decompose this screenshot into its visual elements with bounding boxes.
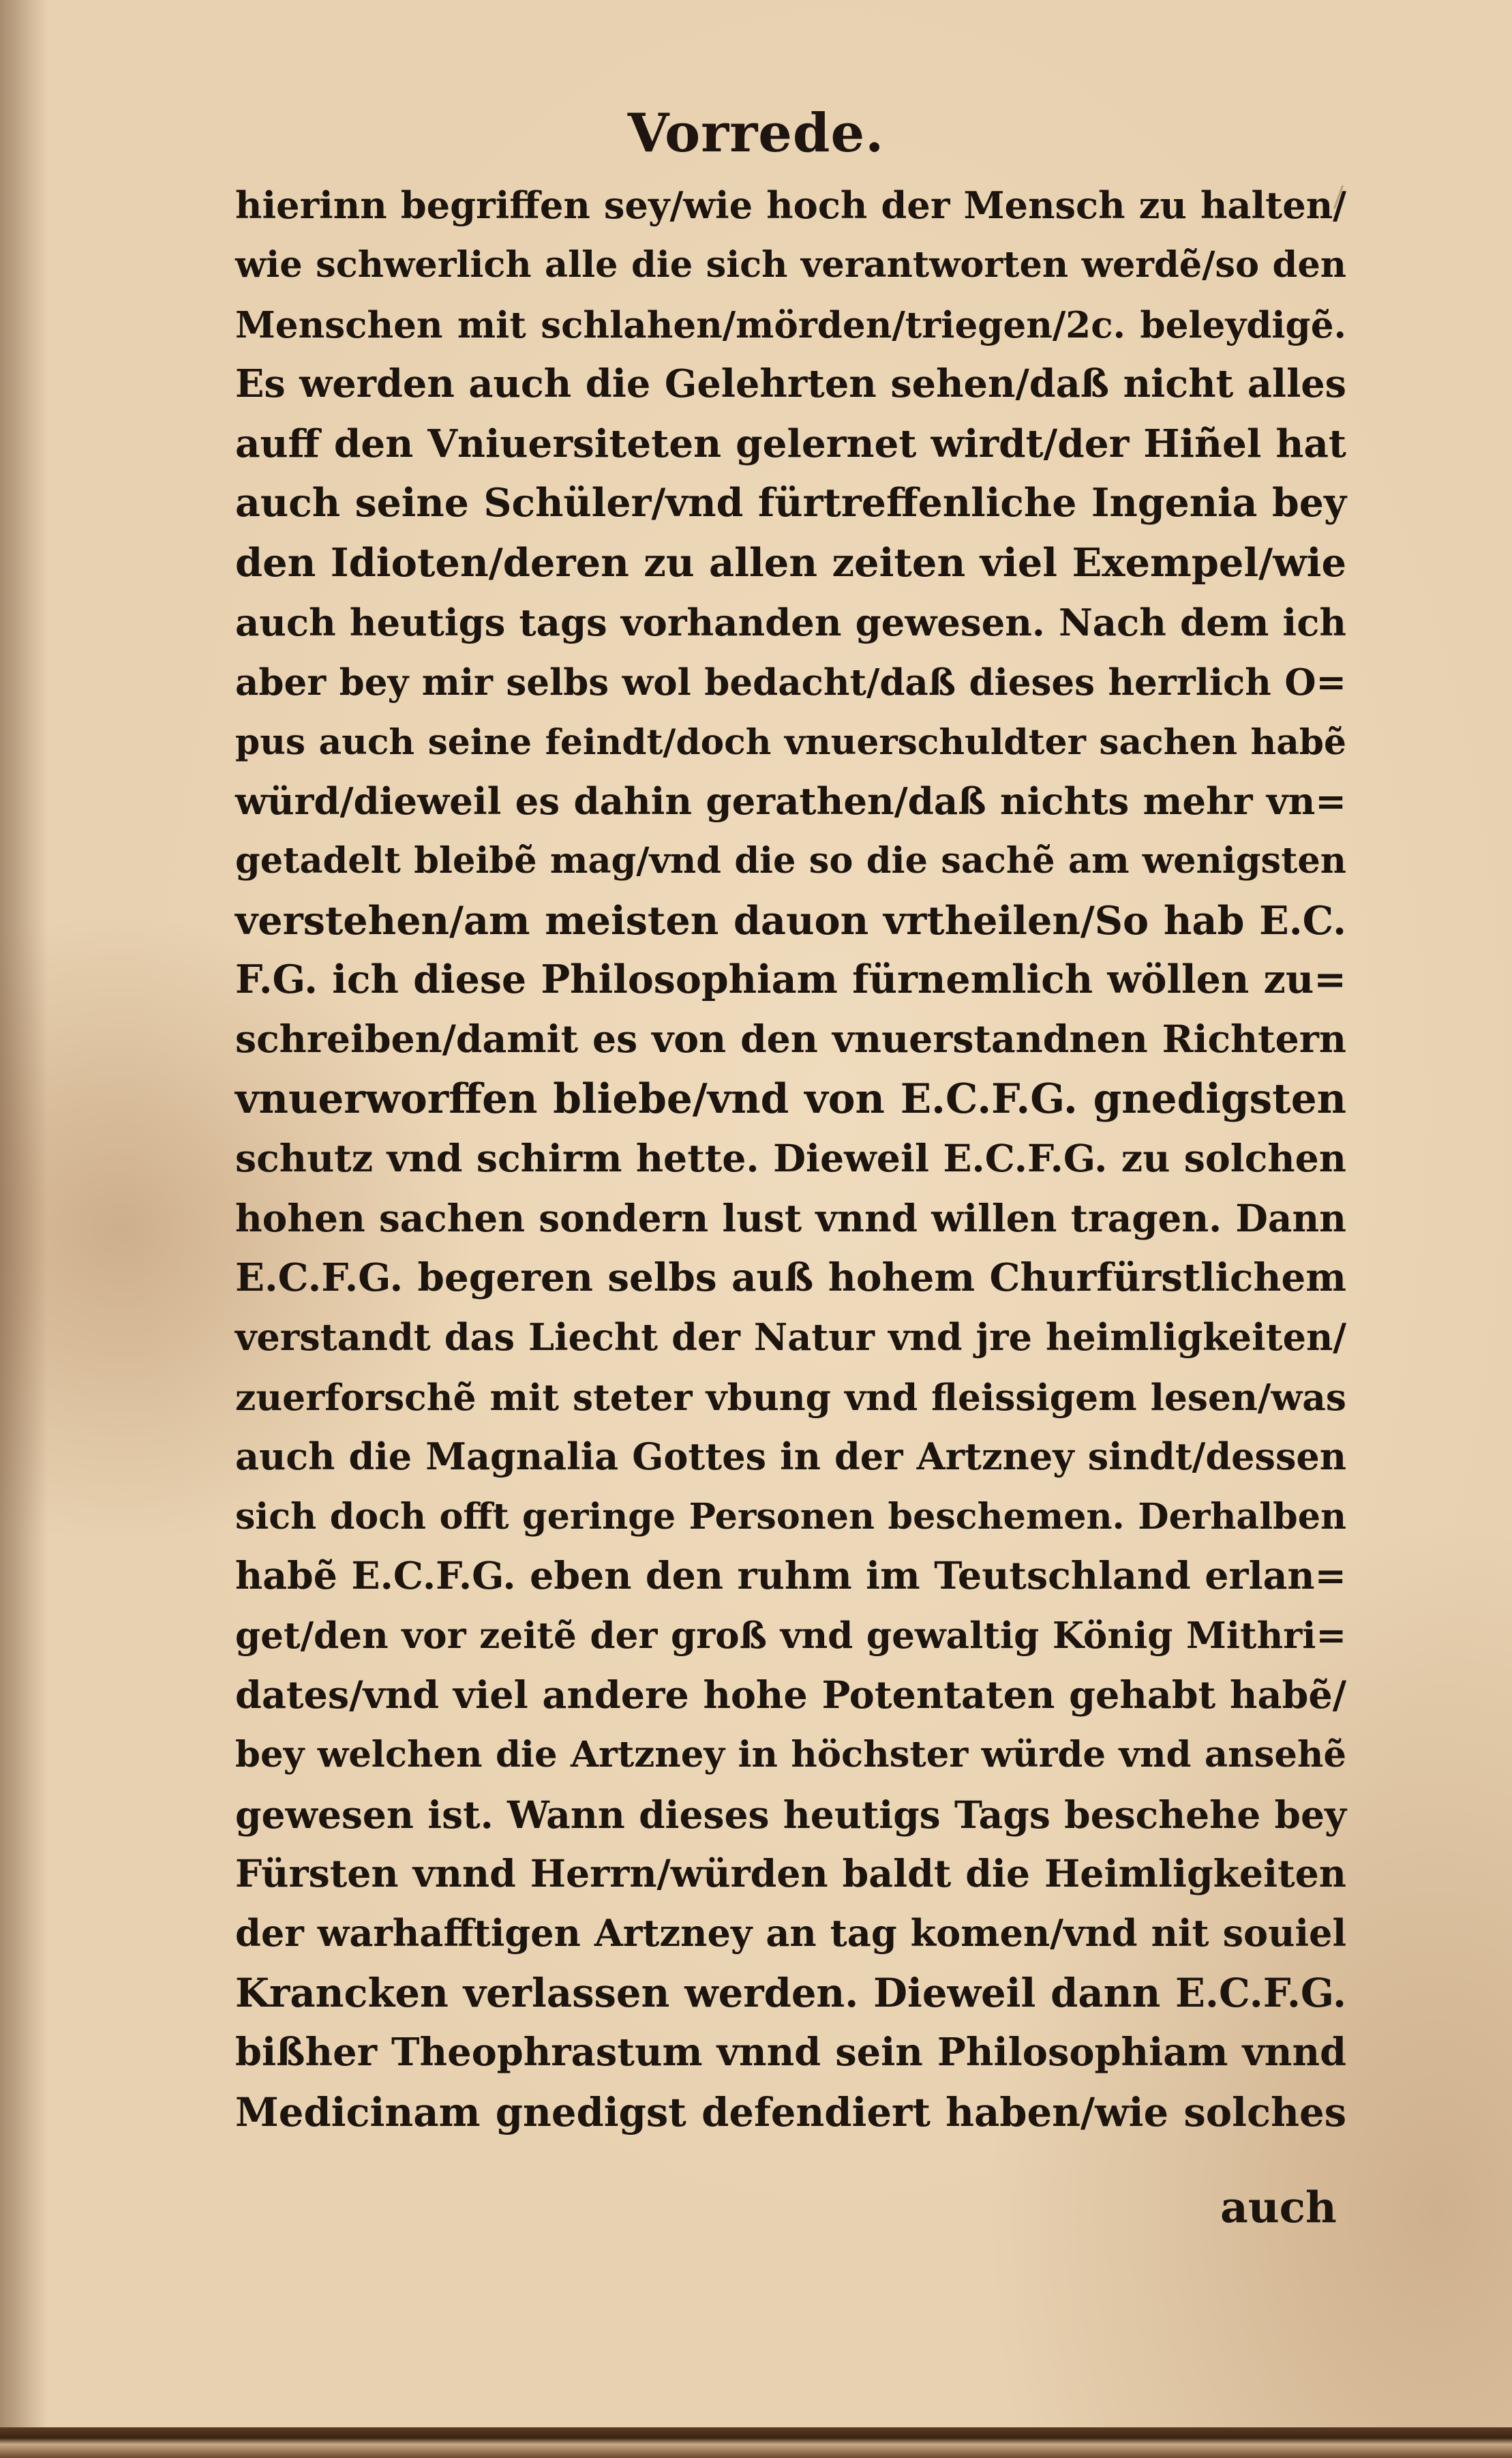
text-line: auch die Magnalia Gottes in der Artzney sindt/dessen: [235, 1435, 1346, 1479]
gutter-shadow: [0, 0, 48, 2458]
text-line: verstehen/am meisten dauon vrtheilen/So hab E.C.: [235, 897, 1346, 944]
text-line: getadelt bleibẽ mag/vnd die so die sachẽ am wenigsten: [235, 840, 1346, 882]
text-line: E.C.F.G. begeren selbs auß hohem Churfürstlichem: [235, 1255, 1346, 1301]
text-line: bißher Theophrastum vnnd sein Philosophiam vnnd: [235, 2030, 1346, 2075]
text-line: auch heutigs tags vorhanden gewesen. Nach dem ich: [235, 600, 1346, 644]
text-line: habẽ E.C.F.G. eben den ruhm im Teutschland erlan=: [235, 1553, 1346, 1598]
text-line: gewesen ist. Wann dieses heutigs Tags beschehe bey: [235, 1792, 1346, 1837]
text-line: würd/dieweil es dahin gerathen/daß nichts mehr vn=: [235, 779, 1346, 823]
text-line: auff den Vniuersiteten gelernet wirdt/der Hiñel hat: [235, 421, 1346, 466]
text-line: schutz vnd schirm hette. Dieweil E.C.F.G. zu solchen: [235, 1137, 1346, 1182]
text-line: auch seine Schüler/vnd fürtreffenliche Ingenia bey: [235, 480, 1346, 526]
text-line: Menschen mit schlahen/mörden/triegen/2c. beleydigẽ.: [235, 303, 1346, 346]
text-line: zuerforschẽ mit steter vbung vnd fleissigem lesen/was: [235, 1375, 1346, 1419]
catchword: auch: [1220, 2182, 1337, 2232]
text-line: F.G. ich diese Philosophiam fürnemlich wöllen zu=: [235, 957, 1346, 1003]
page-bottom-edge: [0, 2427, 1512, 2458]
text-line: Fürsten vnnd Herrn/würden baldt die Heimligkeiten: [235, 1851, 1346, 1896]
text-line: aber bey mir selbs wol bedacht/daß dieses herrlich O=: [235, 661, 1346, 704]
text-line: hierinn begriffen sey/wie hoch der Mensch zu halten/: [235, 183, 1346, 227]
text-line: sich doch offt geringe Personen beschemen. Derhalben: [235, 1495, 1346, 1538]
running-header: Vorrede.: [627, 102, 885, 164]
text-line: wie schwerlich alle die sich verantworten werdẽ/so den: [235, 244, 1346, 286]
text-line: den Idioten/deren zu allen zeiten viel Exempel/wie: [235, 539, 1346, 586]
body-text: [235, 176, 1346, 2142]
text-line: vnuerworffen bliebe/vnd von E.C.F.G. gnedigsten: [235, 1075, 1346, 1123]
text-line: pus auch seine feindt/doch vnuerschuldter sachen habẽ: [235, 721, 1346, 763]
text-line: verstandt das Liecht der Natur vnd jre heimligkeiten/: [235, 1315, 1346, 1360]
text-line: hohen sachen sondern lust vnnd willen tragen. Dann: [235, 1196, 1346, 1240]
text-line: Es werden auch die Gelehrten sehen/daß nicht alles: [235, 362, 1346, 407]
text-line: schreiben/damit es von den vnuerstandnen Richtern: [235, 1017, 1346, 1062]
text-line: Krancken verlassen werden. Dieweil dann E.C.F.G.: [235, 1969, 1346, 2016]
text-line: dates/vnd viel andere hohe Potentaten gehabt habẽ/: [235, 1673, 1346, 1718]
text-line: get/den vor zeitẽ der groß vnd gewaltig König Mithri=: [235, 1614, 1346, 1658]
text-line: Medicinam gnedigst defendiert haben/wie solches: [235, 2088, 1346, 2135]
text-line: der warhafftigen Artzney an tag komen/vnd nit souiel: [235, 1911, 1346, 1955]
text-line: bey welchen die Artzney in höchster würde vnd ansehẽ: [235, 1733, 1346, 1776]
